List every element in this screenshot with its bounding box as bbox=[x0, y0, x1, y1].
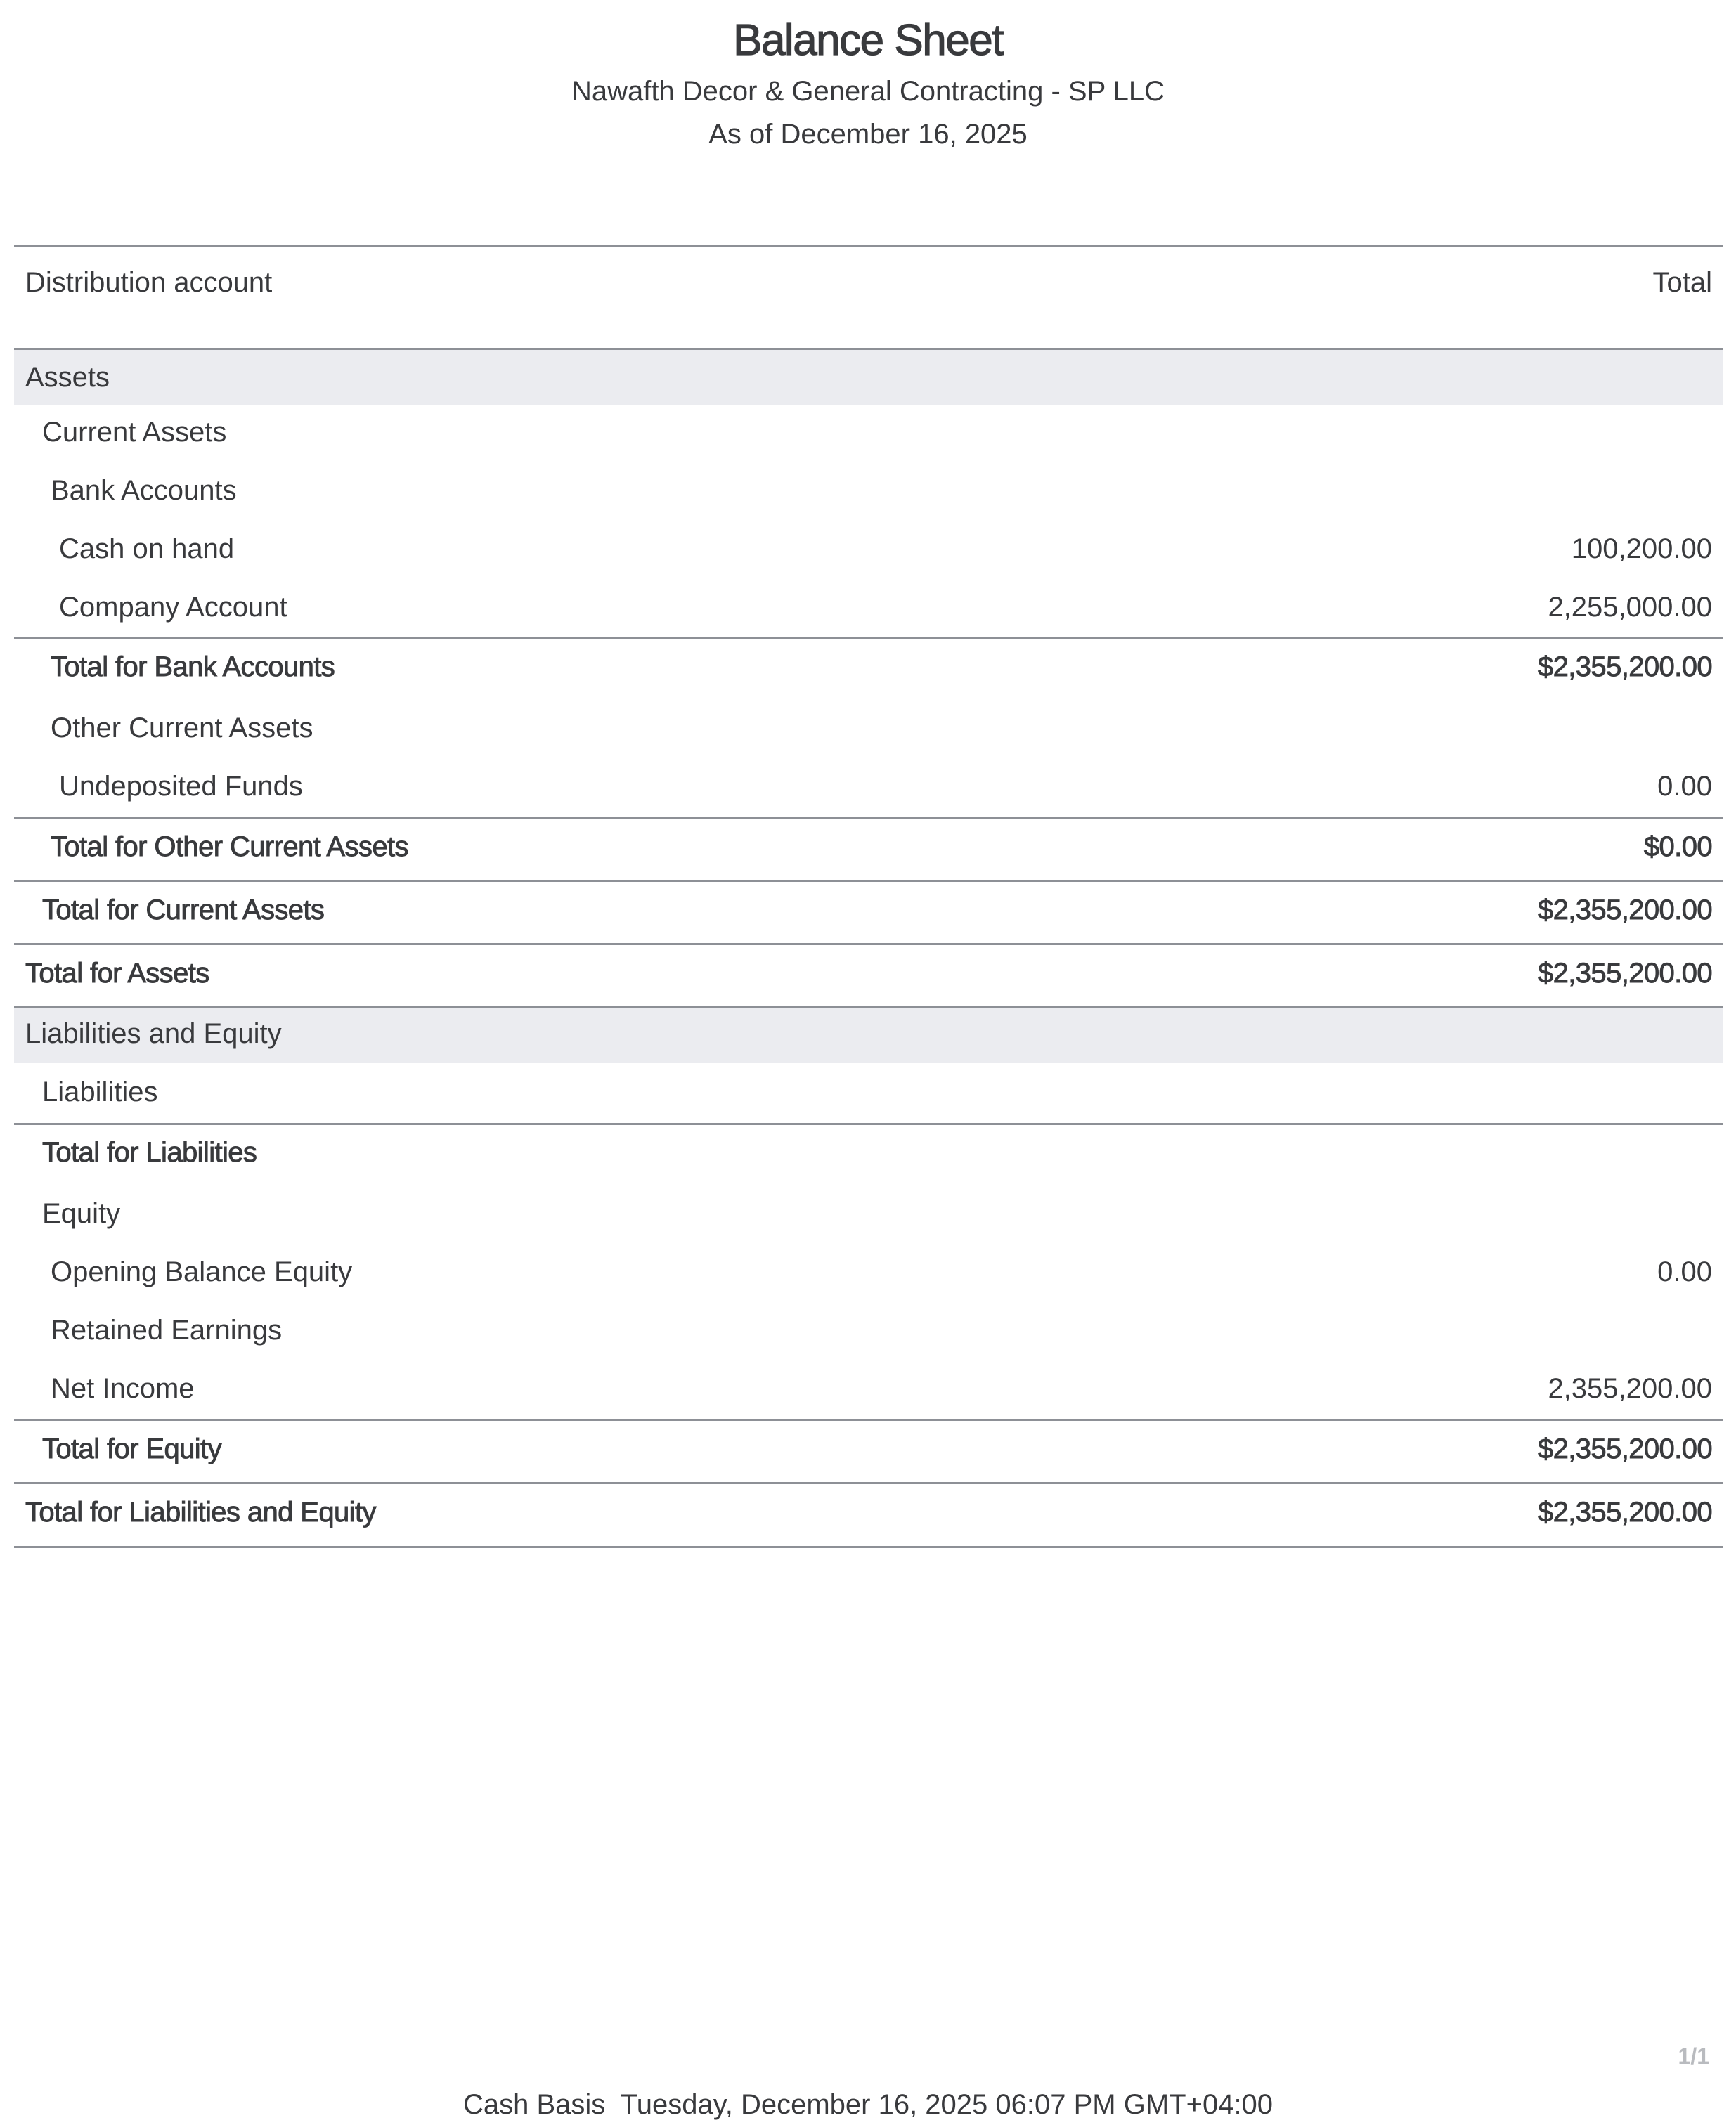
table-bottom-rule bbox=[14, 1546, 1723, 1548]
row-label: Total for Liabilities bbox=[42, 1137, 257, 1168]
row-label: Total for Assets bbox=[25, 958, 209, 989]
row-amount: 0.00 bbox=[1657, 771, 1712, 802]
section-row-assets bbox=[14, 350, 1723, 405]
row-label: Total for Liabilities and Equity bbox=[25, 1497, 376, 1528]
report-footer: Cash Basis Tuesday, December 16, 2025 06:07 PM GMT+04:00 bbox=[462, 2089, 1274, 2120]
report-date: As of December 16, 2025 bbox=[708, 119, 1028, 150]
row-label: Liabilities and Equity bbox=[25, 1018, 282, 1049]
row-amount: $0.00 bbox=[1643, 831, 1712, 862]
row-label: Assets bbox=[25, 362, 110, 393]
row-label: Undeposited Funds bbox=[59, 771, 303, 802]
row-label: Total for Current Assets bbox=[42, 895, 325, 925]
row-amount: 2,255,000.00 bbox=[1548, 592, 1712, 623]
row-label: Bank Accounts bbox=[51, 475, 237, 506]
row-label: Other Current Assets bbox=[51, 713, 313, 743]
row-label: Current Assets bbox=[42, 417, 227, 448]
section-row-liabilities-and-equity bbox=[14, 1008, 1723, 1063]
page-number: 1/1 bbox=[1678, 2043, 1709, 2069]
subtotal-rule bbox=[14, 817, 1723, 819]
company-name: Nawafth Decor & General Contracting - SP LLC bbox=[571, 76, 1165, 107]
row-label: Total for Other Current Assets bbox=[51, 831, 408, 862]
subtotal-rule bbox=[14, 1123, 1723, 1125]
row-label: Opening Balance Equity bbox=[51, 1256, 353, 1287]
row-amount: $2,355,200.00 bbox=[1537, 651, 1712, 682]
row-label: Retained Earnings bbox=[51, 1315, 283, 1346]
subtotal-rule bbox=[14, 637, 1723, 639]
row-label: Total for Bank Accounts bbox=[51, 651, 335, 682]
row-amount: $2,355,200.00 bbox=[1537, 1434, 1712, 1464]
row-amount: $2,355,200.00 bbox=[1537, 895, 1712, 925]
subtotal-rule bbox=[14, 1482, 1723, 1484]
row-amount: 100,200.00 bbox=[1571, 533, 1712, 564]
row-label: Equity bbox=[42, 1198, 121, 1229]
row-amount: 2,355,200.00 bbox=[1548, 1373, 1712, 1404]
row-label: Net Income bbox=[51, 1373, 195, 1404]
row-amount: $2,355,200.00 bbox=[1537, 958, 1712, 989]
report-title: Balance Sheet bbox=[733, 16, 1003, 65]
column-header-total: Total bbox=[1652, 267, 1712, 298]
subtotal-rule bbox=[14, 943, 1723, 945]
row-amount: 0.00 bbox=[1657, 1256, 1712, 1287]
row-label: Liabilities bbox=[42, 1077, 158, 1107]
row-label: Total for Equity bbox=[42, 1434, 221, 1464]
column-header-account: Distribution account bbox=[25, 267, 273, 298]
subtotal-rule bbox=[14, 1419, 1723, 1421]
table-top-rule bbox=[14, 245, 1723, 247]
row-label: Cash on hand bbox=[59, 533, 235, 564]
subtotal-rule bbox=[14, 880, 1723, 882]
row-amount: $2,355,200.00 bbox=[1537, 1497, 1712, 1528]
row-label: Company Account bbox=[59, 592, 287, 623]
